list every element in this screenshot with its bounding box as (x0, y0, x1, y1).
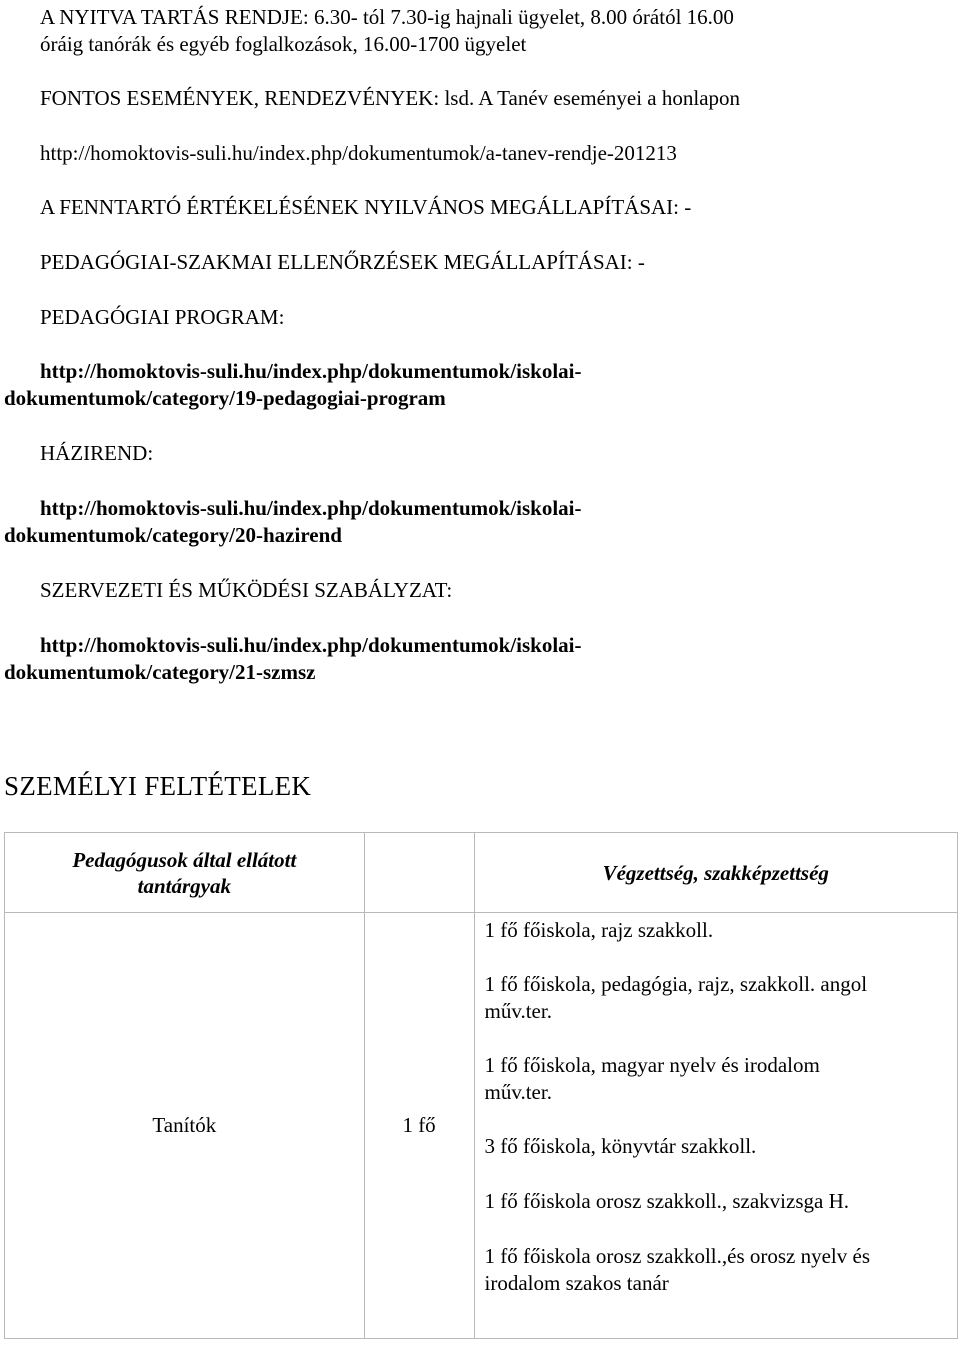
opening-hours-text: : 6.30- tól 7.30-ig hajnali ügyelet, 8.00 órától 16.00 (302, 5, 734, 29)
table-row (5, 913, 958, 1339)
szmsz-url-line1: http://homoktovis-suli.hu/index.php/dokumentumok/iskolai- (40, 633, 582, 657)
row-count: 1 fő (364, 913, 474, 1339)
qualification-item: 1 fő főiskola, magyar nyelv és irodalom műv.ter. (484, 1053, 820, 1104)
hazirend-label: HÁZIREND: (40, 441, 154, 465)
events-text: : lsd. A Tanév eseményei a honlapon (433, 86, 741, 110)
header-subjects (5, 833, 365, 913)
section-title: SZEMÉLYI FELTÉTELEK (4, 771, 312, 801)
header-qualification: Végzettség, szakképzettség (474, 833, 958, 913)
header-subjects-line2: tantárgyak (137, 873, 231, 898)
hazirend-url-line1: http://homoktovis-suli.hu/index.php/dokumentumok/iskolai- (40, 496, 582, 520)
qualification-item: 3 fő főiskola, könyvtár szakkoll. (484, 1134, 757, 1158)
qualification-item: 1 fő főiskola, rajz szakkoll. (484, 918, 714, 942)
program-url-line1: http://homoktovis-suli.hu/index.php/dokumentumok/iskolai- (40, 359, 582, 383)
events-line (40, 85, 740, 112)
opening-hours-line1 (40, 4, 734, 31)
szmsz-url-line2: dokumentumok/category/21-szmsz (4, 660, 316, 684)
program-label: PEDAGÓGIAI PROGRAM: (40, 305, 285, 329)
szmsz-label: SZERVEZETI ÉS MŰKÖDÉSI SZABÁLYZAT: (40, 578, 453, 602)
qualification-item: 1 fő főiskola orosz szakkoll., szakvizsga H. (484, 1189, 849, 1213)
opening-hours-line2: óráig tanórák és egyéb foglalkozások, 16.00-1700 ügyelet (40, 32, 527, 56)
events-label: FONTOS ESEMÉNYEK, RENDEZVÉNYEK (40, 86, 434, 110)
staff-table (4, 832, 958, 1339)
row-qualifications (474, 913, 958, 1339)
row-subject: Tanítók (5, 913, 365, 1339)
hazirend-url-line2: dokumentumok/category/20-hazirend (4, 523, 342, 547)
qualification-item: 1 fő főiskola, pedagógia, rajz, szakkoll. angol műv.ter. (484, 972, 868, 1023)
program-url-line2: dokumentumok/category/19-pedagogiai-program (4, 386, 446, 410)
opening-hours-label: A NYITVA TARTÁS RENDJE (40, 5, 303, 29)
header-subjects-line1: Pedagógusok által ellátott (72, 847, 297, 872)
table-header-row (5, 833, 958, 913)
ellenorzes-line: PEDAGÓGIAI-SZAKMAI ELLENŐRZÉSEK MEGÁLLAPÍTÁSAI: - (40, 250, 645, 274)
qualification-item: 1 fő főiskola orosz szakkoll.,és orosz nyelv és irodalom szakos tanár (484, 1244, 870, 1295)
fenntarto-line: A FENNTARTÓ ÉRTÉKELÉSÉNEK NYILVÁNOS MEGÁLLAPÍTÁSAI: - (40, 195, 692, 219)
header-count-cell (364, 833, 474, 913)
events-url: http://homoktovis-suli.hu/index.php/dokumentumok/a-tanev-rendje-201213 (40, 141, 677, 165)
